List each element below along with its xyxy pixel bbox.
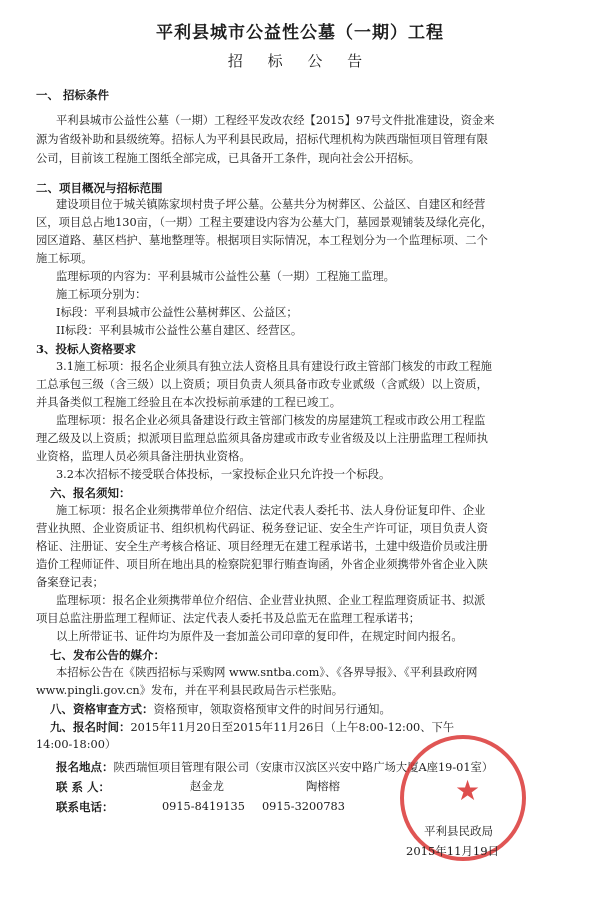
- section-6-line: 备案登记表；: [36, 576, 104, 589]
- section-2-line: 园区道路、墓区档护、墓地整理等。根据项目实际情况，本工程划分为一个监理标项、二个: [36, 234, 488, 247]
- address-value: 陕西瑞恒项目管理有限公司（安康市汉滨区兴安中路广场大厦A座19-01室）: [113, 761, 494, 774]
- issuer-name: 平利县民政局: [424, 824, 493, 838]
- phone-1: 0915-8419135: [162, 800, 245, 813]
- section-7-line: 本招标公告在《陕西招标与采购网 www.sntba.com》、《各界导报》、《平利县政府网: [56, 666, 478, 679]
- section-1-line: 公司，目前该工程施工图纸全部完成，已具备开工条件，现向社会公开招标。: [36, 152, 421, 165]
- section-3-line: 3.2本次招标不接受联合体投标，一家投标企业只允许投一个标段。: [56, 468, 391, 481]
- section-1-line: 源为省级补助和县级统筹。招标人为平利县民政局，招标代理机构为陕西瑞恒项目管理有限: [36, 133, 488, 146]
- issue-date: 2015年11月19日: [406, 844, 500, 858]
- section-6-line: 营业执照、企业资质证书、组织机构代码证、税务登记证、安全生产许可证，项目负责人资: [36, 522, 488, 535]
- section-1-line: 平利县城市公益性公墓（一期）工程经平发改农经【2015】97号文件批准建设，资金来: [56, 114, 495, 127]
- page-title: 平利县城市公益性公墓（一期）工程: [156, 23, 444, 43]
- section-3-line: 业资格，监理人员必须具备注册执业资格。: [36, 450, 251, 463]
- section-6-line: 格证、注册证、安全生产考核合格证、项目经理无在建工程承诺书，土建中级造价员或注册: [36, 540, 488, 553]
- contact-person-2: 陶榕榕: [306, 780, 340, 793]
- section-6-line: 监理标项：报名企业须携带单位介绍信、企业营业执照、企业工程监理资质证书、拟派: [56, 594, 486, 607]
- section-2-line: 区，项目总占地130亩，（一期）工程主要建设内容为公墓大门，墓园景观铺装及绿化亮化，: [36, 216, 493, 229]
- section-6-line: 项目总监注册监理工程师证、法定代表人委托书及总监无在监理工程承诺书；: [36, 612, 421, 625]
- phone-label: 联系电话：: [56, 800, 114, 814]
- page-subtitle: 招 标 公 告: [227, 52, 373, 70]
- section-9-heading: 九、报名时间：: [50, 720, 131, 734]
- phone-row: [56, 798, 114, 817]
- section-9-text: 2015年11月20日至2015年11月26日（上午8:00-12:00、下午: [130, 721, 455, 734]
- section-8-text: 资格预审，领取资格预审文件的时间另行通知。: [153, 703, 391, 716]
- section-8-row: [50, 700, 391, 719]
- section-7-heading: 七、发布公告的媒介：: [50, 648, 165, 662]
- seal-star-icon: ★: [455, 774, 481, 807]
- section-3-line: 并具备类似工程施工经验且在本次投标前承建的工程已竣工。: [36, 396, 342, 409]
- section-2-line: 施工标项。: [36, 252, 93, 265]
- section-3-line: 3.1施工标项：报名企业须具有独立法人资格且具有建设行政主管部门核发的市政工程施: [56, 360, 492, 373]
- contact-person-row: [56, 778, 110, 797]
- section-6-line: 造价工程师证件、项目所在地出具的检察院犯罪行贿查询函，外省企业须携带外省企业入陕: [36, 558, 488, 571]
- phone-2: 0915-3200783: [262, 800, 345, 813]
- section-2-line: II标段：平利县城市公益性公墓自建区、经营区。: [56, 324, 303, 337]
- section-2-line: 建设项目位于城关镇陈家坝村贵子坪公墓。公墓共分为树葬区、公益区、自建区和经营: [56, 198, 486, 211]
- section-2-line: I标段：平利县城市公益性公墓树葬区、公益区；: [56, 306, 298, 319]
- contact-person-1: 赵金龙: [190, 780, 224, 793]
- section-3-line: 工总承包三级（含三级）以上资质；项目负责人须具备市政专业贰级（含贰级）以上资质，: [36, 378, 488, 391]
- section-6-heading: 六、报名须知：: [50, 486, 131, 500]
- section-2-line: 监理标项的内容为：平利县城市公益性公墓（一期）工程施工监理。: [56, 270, 395, 283]
- section-7-line: www.pingli.gov.cn》发布，并在平利县民政局告示栏张贴。: [36, 684, 344, 697]
- section-2-heading: 二、项目概况与招标范围: [36, 181, 163, 195]
- section-6-line: 以上所带证书、证件均为原件及一套加盖公司印章的复印件，在规定时间内报名。: [56, 630, 463, 643]
- section-9-line: 14:00-18:00）: [36, 738, 117, 751]
- section-1-heading: 一、 招标条件: [36, 88, 110, 102]
- section-3-line: 理乙级及以上资质；拟派项目监理总监须具备房建或市政专业省级及以上注册监理工程师执: [36, 432, 488, 445]
- contact-person-label: 联 系 人：: [56, 780, 111, 794]
- section-3-heading: 3、投标人资格要求: [36, 342, 137, 356]
- section-9-row: [50, 718, 454, 737]
- address-label: 报名地点：: [56, 760, 114, 774]
- section-6-line: 施工标项：报名企业须携带单位介绍信、法定代表人委托书、法人身份证复印件、企业: [56, 504, 486, 517]
- section-8-heading: 八、资格审查方式：: [50, 702, 154, 716]
- section-2-line: 施工标项分别为：: [56, 288, 147, 301]
- section-3-line: 监理标项：报名企业必须具备建设行政主管部门核发的房屋建筑工程或市政公用工程监: [56, 414, 486, 427]
